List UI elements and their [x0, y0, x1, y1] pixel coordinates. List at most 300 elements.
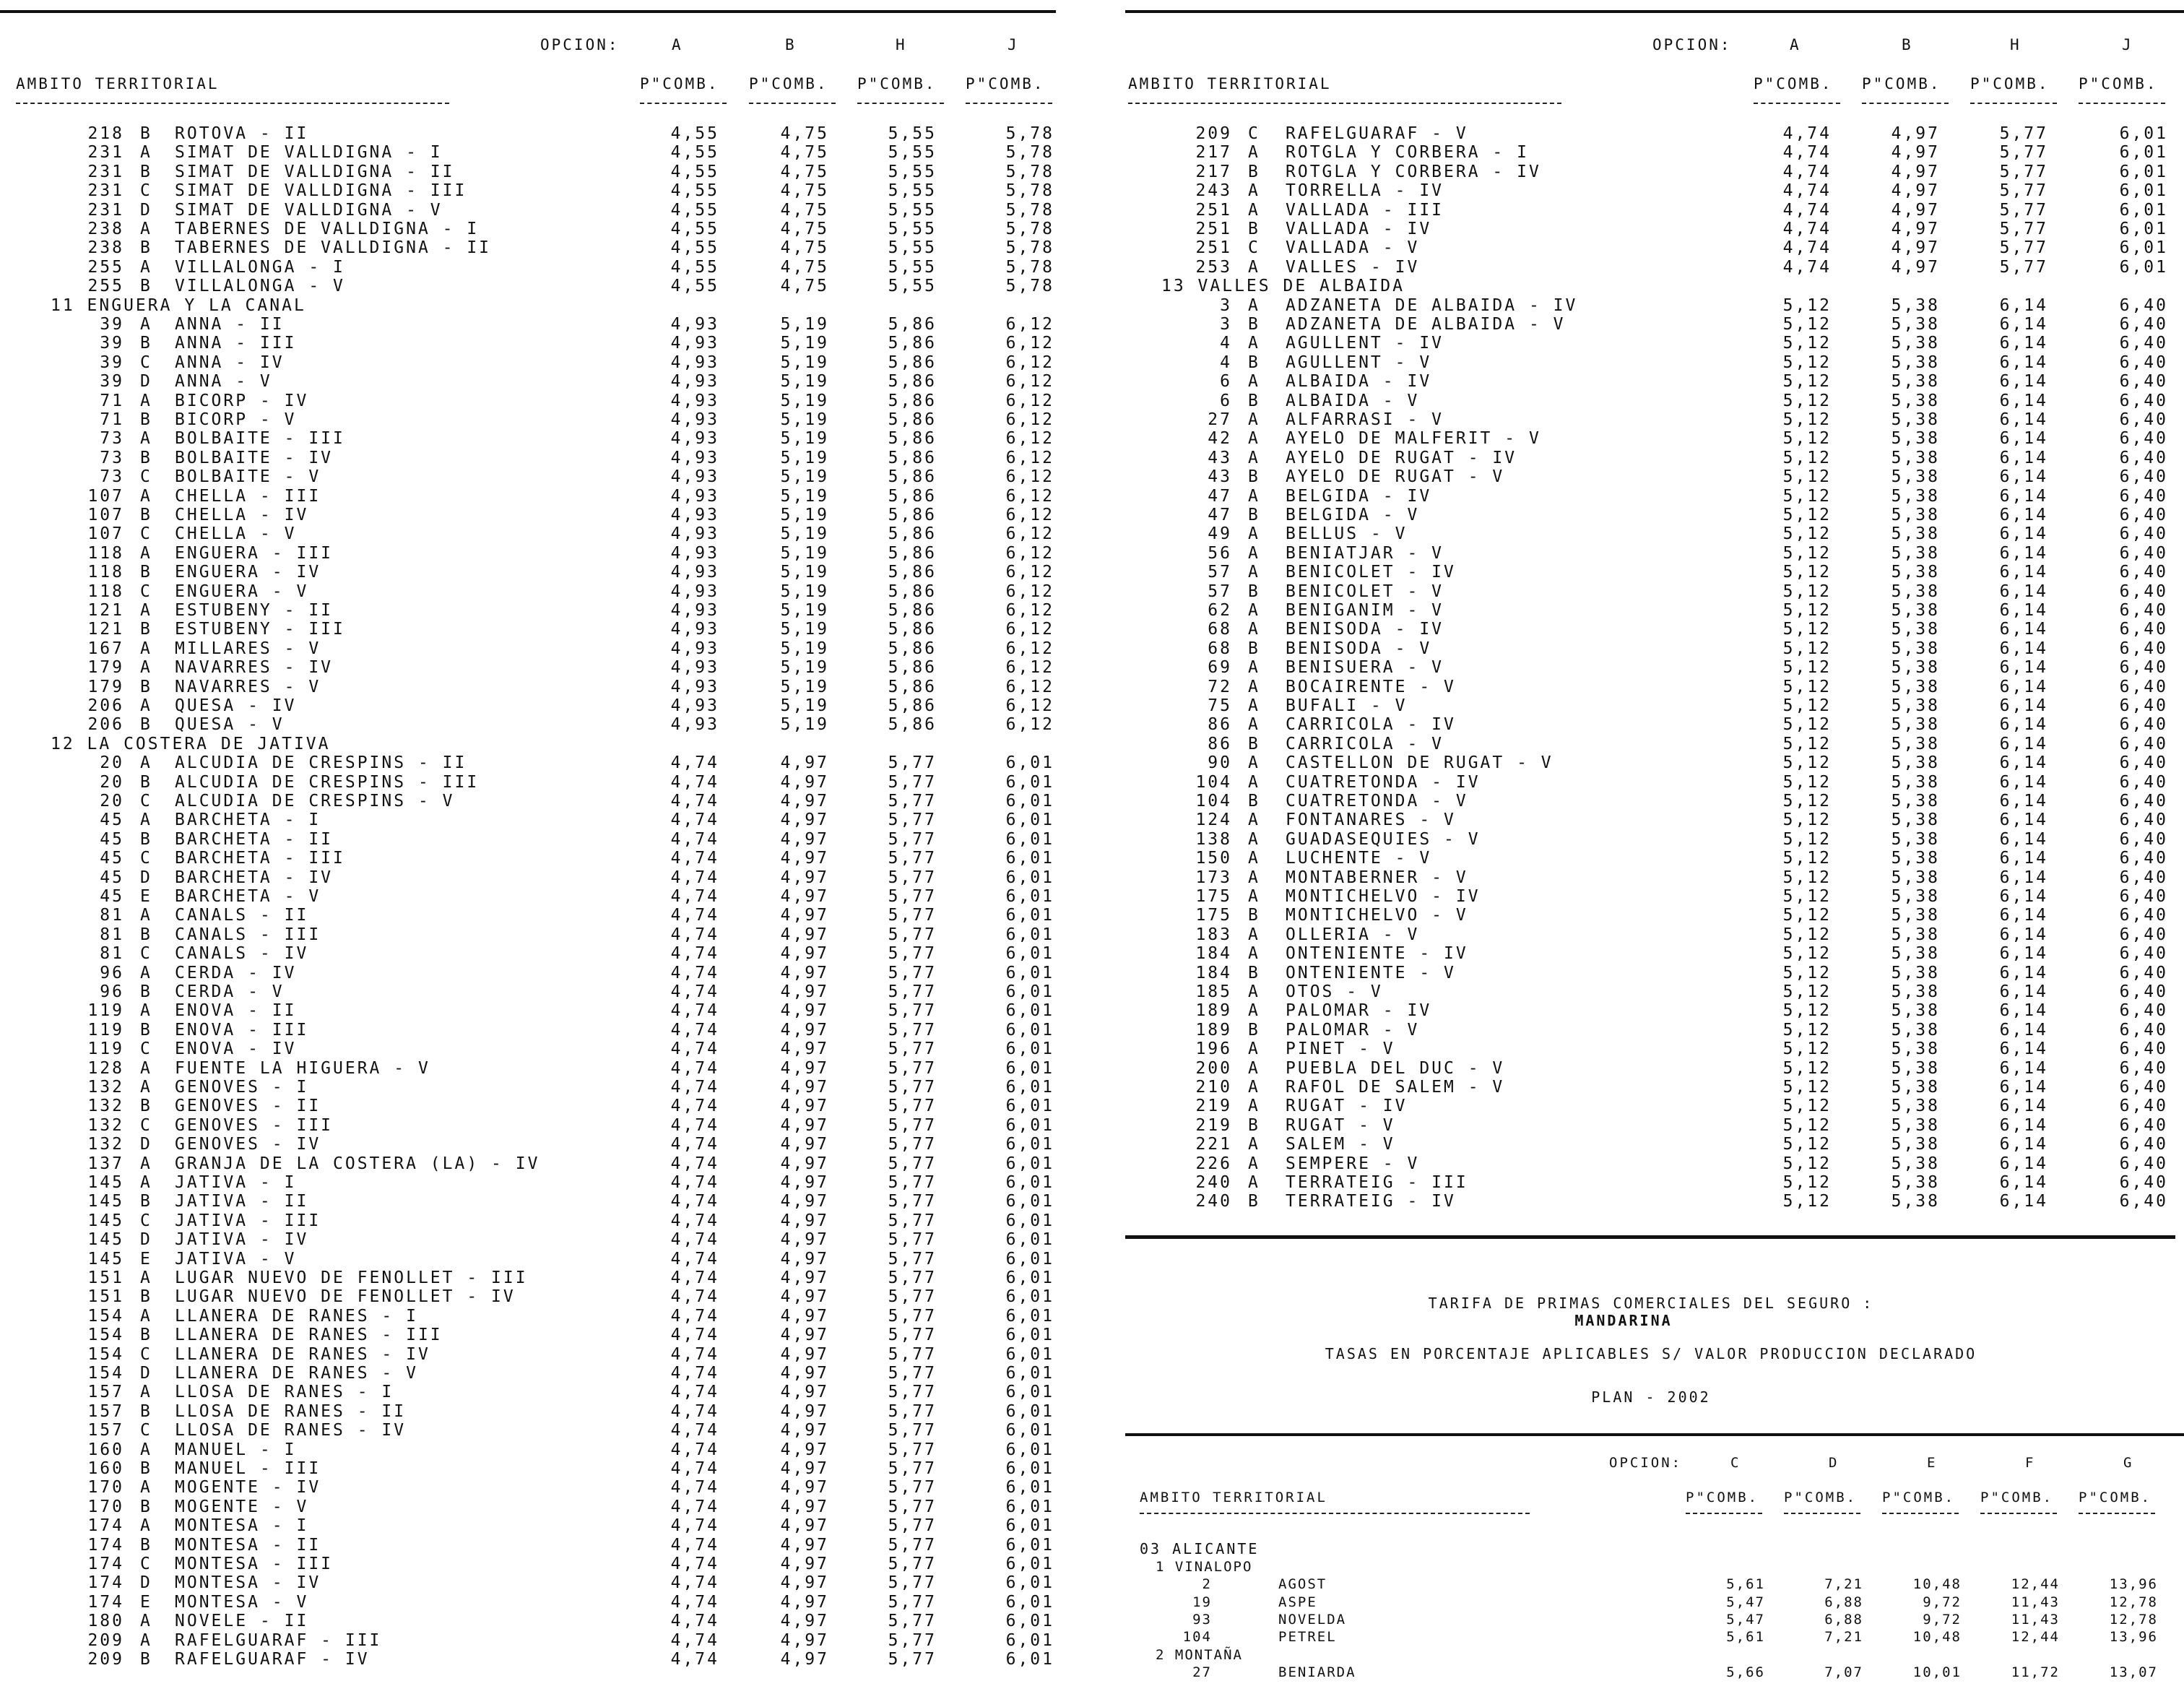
rate-value: 5,77	[888, 1001, 937, 1021]
rate-value: 4,74	[670, 1344, 719, 1364]
municipality-name: CANALS - II	[175, 906, 309, 925]
rate-value: 5,38	[1891, 829, 1940, 849]
municipality-subcode: A	[1248, 524, 1260, 544]
municipality-subcode: A	[1248, 181, 1260, 201]
rate-value: 4,74	[670, 1421, 719, 1440]
municipality-code: 118	[87, 563, 124, 582]
table-row	[1118, 1021, 2184, 1040]
rate-value: 5,12	[1782, 792, 1832, 811]
rate-value: 6,40	[2119, 1173, 2168, 1192]
municipality-name: CASTELLON DE RUGAT - V	[1286, 753, 1554, 773]
municipality-code: 174	[87, 1555, 124, 1573]
municipality-code: 90	[1208, 753, 1232, 773]
table-row	[0, 1154, 1069, 1173]
municipality-name: BENISUERA - V	[1286, 658, 1444, 678]
rate-value: 6,14	[1999, 295, 2048, 315]
rate-value: 4,97	[780, 1459, 829, 1478]
rate-value: 6,01	[1005, 811, 1054, 830]
table-row	[1118, 735, 2184, 753]
unit-label-j: P"COMB.	[966, 75, 1045, 92]
municipality-name: CERDA - V	[175, 982, 285, 1001]
municipality-code: 81	[100, 925, 124, 944]
municipality-code: 132	[87, 1097, 124, 1116]
rate-value: 6,12	[1005, 410, 1054, 429]
rate-value: 5,12	[1782, 811, 1832, 830]
rate-value: 6,12	[1005, 353, 1054, 372]
rate-value: 5,78	[1005, 257, 1054, 277]
municipality-name: RUGAT - IV	[1286, 1097, 1408, 1116]
rate-value: 5,38	[1891, 467, 1940, 487]
municipality-subcode: A	[1248, 1154, 1260, 1173]
municipality-name: ALCUDIA DE CRESPINS - II	[175, 753, 467, 773]
rate-value: 4,74	[670, 1249, 719, 1269]
municipality-code: 184	[1195, 944, 1232, 964]
rate-value: 4,74	[670, 1173, 719, 1192]
municipality-name: RAFOL DE SALEM - V	[1286, 1078, 1505, 1097]
municipality-subcode: B	[1248, 963, 1260, 982]
rate-value: 5,86	[888, 677, 937, 696]
rate-value: 6,01	[1005, 1097, 1054, 1116]
municipality-code: 75	[1208, 696, 1232, 715]
municipality-name: ALBAIDA - IV	[1286, 372, 1432, 392]
rate-value: 6,01	[1005, 753, 1054, 773]
municipality-name: TERRATEIG - III	[1286, 1173, 1468, 1192]
rate-value: 5,77	[888, 1192, 937, 1211]
rate-value: 5,12	[1782, 944, 1832, 964]
rate-value: 6,14	[1999, 543, 2048, 563]
rate-value: 4,74	[670, 1497, 719, 1516]
unit-underline	[1784, 1513, 1860, 1514]
municipality-code: 185	[1195, 982, 1232, 1001]
table-row	[1118, 296, 2184, 315]
rate-value: 5,19	[780, 601, 829, 620]
rate-value: 4,93	[670, 448, 719, 467]
table-row	[0, 220, 1069, 238]
municipality-code: 179	[87, 677, 124, 696]
rate-value: 5,77	[888, 753, 937, 773]
municipality-code: 240	[1195, 1192, 1232, 1211]
rate-value: 5,55	[888, 257, 937, 277]
rate-value: 4,74	[670, 1459, 719, 1478]
rate-value: 4,97	[780, 906, 829, 925]
table-row	[0, 982, 1069, 1001]
rate-value: 6,01	[1005, 1421, 1054, 1440]
rate-value: 5,77	[888, 906, 937, 925]
rate-value: 5,12	[1782, 563, 1832, 582]
rate-value: 6,14	[1999, 944, 2048, 964]
rate-value: 5,38	[1891, 601, 1940, 620]
rate-value: 4,55	[670, 200, 719, 220]
municipality-subcode: A	[140, 1516, 152, 1536]
table-row	[0, 467, 1069, 486]
table-row	[1118, 163, 2184, 181]
rate-value: 5,38	[1891, 1078, 1940, 1097]
rate-value: 4,74	[670, 925, 719, 944]
rate-value: 4,74	[1782, 257, 1832, 277]
table-row	[1118, 925, 2184, 944]
municipality-subcode: B	[1248, 467, 1260, 487]
rate-value: 6,01	[2119, 238, 2168, 258]
rate-value: 6,01	[1005, 1497, 1054, 1516]
table-row	[0, 1459, 1069, 1478]
municipality-code: 209	[87, 1630, 124, 1650]
rate-value: 5,77	[888, 925, 937, 944]
rate-value: 4,74	[670, 1115, 719, 1135]
table-row	[0, 315, 1069, 334]
rate-value: 6,40	[2119, 696, 2168, 715]
rate-value: 5,38	[1891, 486, 1940, 506]
table-row	[1118, 601, 2184, 620]
rate-value: 6,12	[1005, 391, 1054, 410]
rate-value: 4,97	[780, 1115, 829, 1135]
municipality-name: MOGENTE - IV	[175, 1478, 321, 1498]
municipality-subcode: B	[140, 1497, 152, 1516]
municipality-subcode: A	[140, 811, 152, 830]
municipality-code: 19	[1192, 1594, 1212, 1610]
municipality-code: 183	[1195, 925, 1232, 944]
municipality-code: 118	[87, 543, 124, 563]
table-row	[0, 1345, 1069, 1364]
rate-value: 5,38	[1891, 1154, 1940, 1173]
municipality-name: TABERNES DE VALLDIGNA - II	[175, 238, 492, 258]
municipality-name: FUENTE LA HIGUERA - V	[175, 1058, 430, 1078]
rate-value: 6,01	[1005, 792, 1054, 811]
rate-value: 4,97	[780, 811, 829, 830]
municipality-name: MONTESA - II	[175, 1535, 321, 1555]
table-row	[0, 1192, 1069, 1211]
municipality-code: 121	[87, 620, 124, 639]
rate-value: 5,12	[1782, 734, 1832, 753]
rate-value: 5,38	[1891, 1173, 1940, 1192]
rate-value: 6,40	[2119, 906, 2168, 925]
rate-value: 5,12	[1782, 372, 1832, 392]
rate-value: 4,97	[780, 982, 829, 1001]
municipality-subcode: D	[140, 868, 152, 887]
municipality-subcode: B	[1248, 906, 1260, 925]
municipality-subcode: B	[140, 1097, 152, 1116]
rate-value: 5,86	[888, 715, 937, 735]
table-row	[0, 1250, 1069, 1269]
rate-value: 4,55	[670, 277, 719, 296]
municipality-code: 160	[87, 1440, 124, 1459]
section-rule	[1125, 1235, 2175, 1239]
rate-value: 6,01	[1005, 1040, 1054, 1059]
rate-value: 5,86	[888, 620, 937, 639]
rate-value: 5,77	[888, 1344, 937, 1364]
municipality-code: 219	[1195, 1097, 1232, 1116]
table-row	[1118, 1154, 2184, 1173]
unit-underline	[1980, 1513, 2057, 1514]
table-row	[1118, 1135, 2184, 1154]
municipality-code: 71	[100, 410, 124, 429]
rate-value: 4,74	[670, 1040, 719, 1059]
table-row	[1118, 906, 2184, 925]
table-row	[1118, 830, 2184, 849]
rate-value: 6,14	[1999, 1097, 2048, 1116]
rate-value: 6,40	[2119, 658, 2168, 678]
rate-value: 4,74	[670, 1612, 719, 1631]
table-row	[0, 1516, 1069, 1535]
option-header-e: E	[1927, 1455, 1938, 1471]
municipality-subcode: A	[1248, 829, 1260, 849]
option-header-c: C	[1730, 1455, 1741, 1471]
table-row	[1118, 524, 2184, 543]
municipality-subcode: B	[140, 1401, 152, 1421]
table-row	[0, 620, 1069, 639]
table-row	[0, 1650, 1069, 1669]
municipality-name: LLANERA DE RANES - V	[175, 1364, 418, 1383]
rate-value: 6,14	[1999, 353, 2048, 372]
rate-value: 5,86	[888, 696, 937, 715]
rate-value: 5,12	[1782, 868, 1832, 887]
municipality-name: LUGAR NUEVO DE FENOLLET - IV	[175, 1287, 516, 1307]
ambito-label: AMBITO TERRITORIAL	[1128, 75, 1332, 92]
rate-value: 5,12	[1782, 506, 1832, 524]
rate-value: 4,97	[1891, 200, 1940, 220]
rate-value: 6,01	[1005, 1078, 1054, 1097]
table-row	[1118, 696, 2184, 715]
table-row	[0, 1097, 1069, 1115]
rate-value: 6,12	[1005, 315, 1054, 334]
municipality-subcode: A	[1248, 868, 1260, 887]
rate-value: 6,14	[1999, 1040, 2048, 1059]
municipality-subcode: A	[140, 753, 152, 773]
table-row	[0, 238, 1069, 257]
rate-value: 5,12	[1782, 620, 1832, 639]
municipality-name: NOVELE - II	[175, 1612, 309, 1631]
rate-value: 5,77	[888, 887, 937, 906]
municipality-name: VALLADA - V	[1286, 238, 1420, 258]
rate-value: 5,77	[888, 982, 937, 1001]
rate-value: 6,01	[2119, 220, 2168, 238]
municipality-name: ANNA - III	[175, 334, 297, 353]
municipality-subcode: A	[1248, 696, 1260, 715]
municipality-code: 118	[87, 582, 124, 601]
municipality-code: 4	[1220, 353, 1232, 372]
rate-value: 6,40	[2119, 353, 2168, 372]
region-row	[1118, 1647, 2184, 1664]
municipality-code: 68	[1208, 620, 1232, 639]
rate-value: 4,74	[670, 829, 719, 849]
table-row	[0, 1078, 1069, 1097]
municipality-subcode: B	[1248, 1115, 1260, 1135]
municipality-name: CUATRETONDA - IV	[1286, 772, 1481, 792]
rate-value: 5,38	[1891, 506, 1940, 524]
rate-value: 5,77	[888, 849, 937, 868]
table-row	[1118, 753, 2184, 772]
table-row	[0, 849, 1069, 868]
rate-value: 6,40	[2119, 1135, 2168, 1154]
rate-value: 5,77	[888, 1630, 937, 1650]
option-header-g: G	[2123, 1455, 2134, 1471]
rate-value: 6,14	[1999, 1078, 2048, 1097]
rate-value: 6,01	[2119, 162, 2168, 181]
rate-value: 5,77	[888, 1383, 937, 1402]
municipality-subcode: A	[140, 429, 152, 449]
rate-value: 5,12	[1782, 925, 1832, 944]
rate-value: 4,97	[780, 1001, 829, 1021]
rate-value: 6,01	[2119, 257, 2168, 277]
rate-value: 4,97	[780, 1135, 829, 1154]
municipality-name: ANNA - IV	[175, 353, 285, 372]
rate-value: 5,12	[1782, 772, 1832, 792]
rate-value: 5,12	[1782, 639, 1832, 658]
rate-value: 5,77	[888, 792, 937, 811]
unit-underline	[2079, 1513, 2155, 1514]
municipality-name: BICORP - V	[175, 410, 297, 429]
rate-value: 6,40	[2119, 1058, 2168, 1078]
rate-value: 6,01	[1005, 772, 1054, 792]
rate-value: 4,74	[670, 944, 719, 964]
municipality-name: GENOVES - IV	[175, 1135, 321, 1154]
municipality-name: LLOSA DE RANES - I	[175, 1383, 394, 1402]
municipality-code: 6	[1220, 391, 1232, 410]
municipality-code: 119	[87, 1001, 124, 1021]
municipality-code: 62	[1208, 601, 1232, 620]
municipality-subcode: B	[140, 1459, 152, 1478]
rate-value: 5,78	[1005, 200, 1054, 220]
municipality-code: 145	[87, 1192, 124, 1211]
municipality-subcode: B	[1248, 315, 1260, 334]
municipality-code: 218	[87, 124, 124, 143]
municipality-code: 238	[87, 238, 124, 258]
table-row	[1118, 773, 2184, 792]
rate-value: 6,12	[1005, 601, 1054, 620]
table-row	[1118, 982, 2184, 1001]
rate-value: 5,77	[888, 811, 937, 830]
municipality-name: GENOVES - III	[175, 1115, 334, 1135]
rate-value: 12,44	[2011, 1629, 2060, 1646]
municipality-subcode: B	[140, 1650, 152, 1669]
rate-value: 6,01	[1005, 1344, 1054, 1364]
rate-value: 6,14	[1999, 696, 2048, 715]
table-row	[1118, 315, 2184, 334]
rate-value: 4,97	[1891, 257, 1940, 277]
municipality-name: SIMAT DE VALLDIGNA - III	[175, 181, 467, 201]
municipality-name: VILLALONGA - V	[175, 277, 345, 296]
municipality-subcode: A	[1248, 620, 1260, 639]
municipality-name: ONTENIENTE - IV	[1286, 944, 1468, 964]
rate-value: 6,01	[1005, 1592, 1054, 1612]
municipality-name: MONTESA - III	[175, 1555, 334, 1573]
rate-value: 4,74	[670, 1364, 719, 1383]
rate-value: 6,14	[1999, 982, 2048, 1001]
municipality-subcode: B	[1248, 391, 1260, 410]
rate-value: 4,93	[670, 410, 719, 429]
rate-value: 6,40	[2119, 506, 2168, 524]
municipality-code: 39	[100, 315, 124, 334]
table-row	[0, 1021, 1069, 1040]
municipality-subcode: B	[140, 982, 152, 1001]
rate-value: 5,77	[888, 772, 937, 792]
rate-value: 4,97	[780, 792, 829, 811]
rate-value: 6,01	[1005, 1326, 1054, 1345]
rate-value: 4,97	[780, 1040, 829, 1059]
rate-value: 6,12	[1005, 429, 1054, 449]
municipality-name: ENOVA - III	[175, 1020, 309, 1040]
rate-value: 5,12	[1782, 1154, 1832, 1173]
rate-value: 5,12	[1782, 849, 1832, 868]
rate-value: 5,77	[888, 1612, 937, 1631]
municipality-subcode: A	[140, 639, 152, 658]
rate-value: 4,74	[670, 1573, 719, 1593]
unit-underline	[640, 103, 727, 104]
municipality-code: 175	[1195, 906, 1232, 925]
rate-value: 4,97	[780, 1421, 829, 1440]
rate-value: 4,93	[670, 658, 719, 678]
municipality-subcode: C	[1248, 238, 1260, 258]
rate-value: 5,19	[780, 563, 829, 582]
municipality-subcode: B	[1248, 162, 1260, 181]
rate-value: 11,43	[2011, 1594, 2060, 1610]
municipality-code: 151	[87, 1269, 124, 1287]
rate-value: 6,01	[1005, 1135, 1054, 1154]
rate-value: 4,97	[780, 1154, 829, 1173]
municipality-subcode: A	[140, 220, 152, 238]
rate-value: 4,74	[670, 792, 719, 811]
municipality-subcode: A	[140, 486, 152, 506]
municipality-subcode: A	[140, 1440, 152, 1459]
rate-value: 4,93	[670, 391, 719, 410]
rate-value: 13,07	[2109, 1664, 2158, 1680]
municipality-code: 137	[87, 1154, 124, 1173]
municipality-subcode: A	[1248, 200, 1260, 220]
rate-value: 4,55	[670, 220, 719, 238]
municipality-code: 20	[100, 772, 124, 792]
rate-value: 4,93	[670, 639, 719, 658]
opcion-label: OPCION:	[1609, 1455, 1683, 1471]
rate-value: 6,12	[1005, 639, 1054, 658]
municipality-code: 47	[1208, 486, 1232, 506]
municipality-subcode: A	[1248, 410, 1260, 429]
municipality-subcode: A	[140, 543, 152, 563]
rate-value: 4,74	[670, 1287, 719, 1307]
municipality-code: 45	[100, 811, 124, 830]
rate-value: 5,86	[888, 639, 937, 658]
municipality-name: BELLUS - V	[1286, 524, 1408, 544]
municipality-name: BOLBAITE - IV	[175, 448, 334, 467]
municipality-name: BENISODA - IV	[1286, 620, 1444, 639]
rate-value: 13,96	[2109, 1576, 2158, 1593]
municipality-subcode: A	[1248, 295, 1260, 315]
municipality-code: 6	[1220, 372, 1232, 392]
municipality-code: 132	[87, 1078, 124, 1097]
table-row	[0, 392, 1069, 410]
rate-value: 4,75	[780, 277, 829, 296]
municipality-name: CERDA - IV	[175, 963, 297, 982]
municipality-subcode: A	[140, 1058, 152, 1078]
rate-value: 4,74	[1782, 200, 1832, 220]
rate-value: 5,19	[780, 372, 829, 392]
unit-label-a: P"COMB.	[640, 75, 719, 92]
municipality-code: 154	[87, 1326, 124, 1345]
rate-value: 6,01	[1005, 1612, 1054, 1631]
table-row	[0, 1440, 1069, 1459]
rate-value: 4,93	[670, 715, 719, 735]
municipality-code: 49	[1208, 524, 1232, 544]
rate-value: 4,74	[670, 1592, 719, 1612]
rate-value: 5,38	[1891, 315, 1940, 334]
rate-value: 11,43	[2011, 1611, 2060, 1628]
municipality-name: QUESA - V	[175, 715, 285, 735]
rate-value: 6,14	[1999, 315, 2048, 334]
municipality-subcode: A	[140, 1001, 152, 1021]
table-row	[0, 449, 1069, 467]
table-row	[1118, 410, 2184, 429]
rate-value: 5,38	[1891, 887, 1940, 906]
rate-value: 4,74	[670, 1401, 719, 1421]
unit-underline	[1754, 103, 1840, 104]
